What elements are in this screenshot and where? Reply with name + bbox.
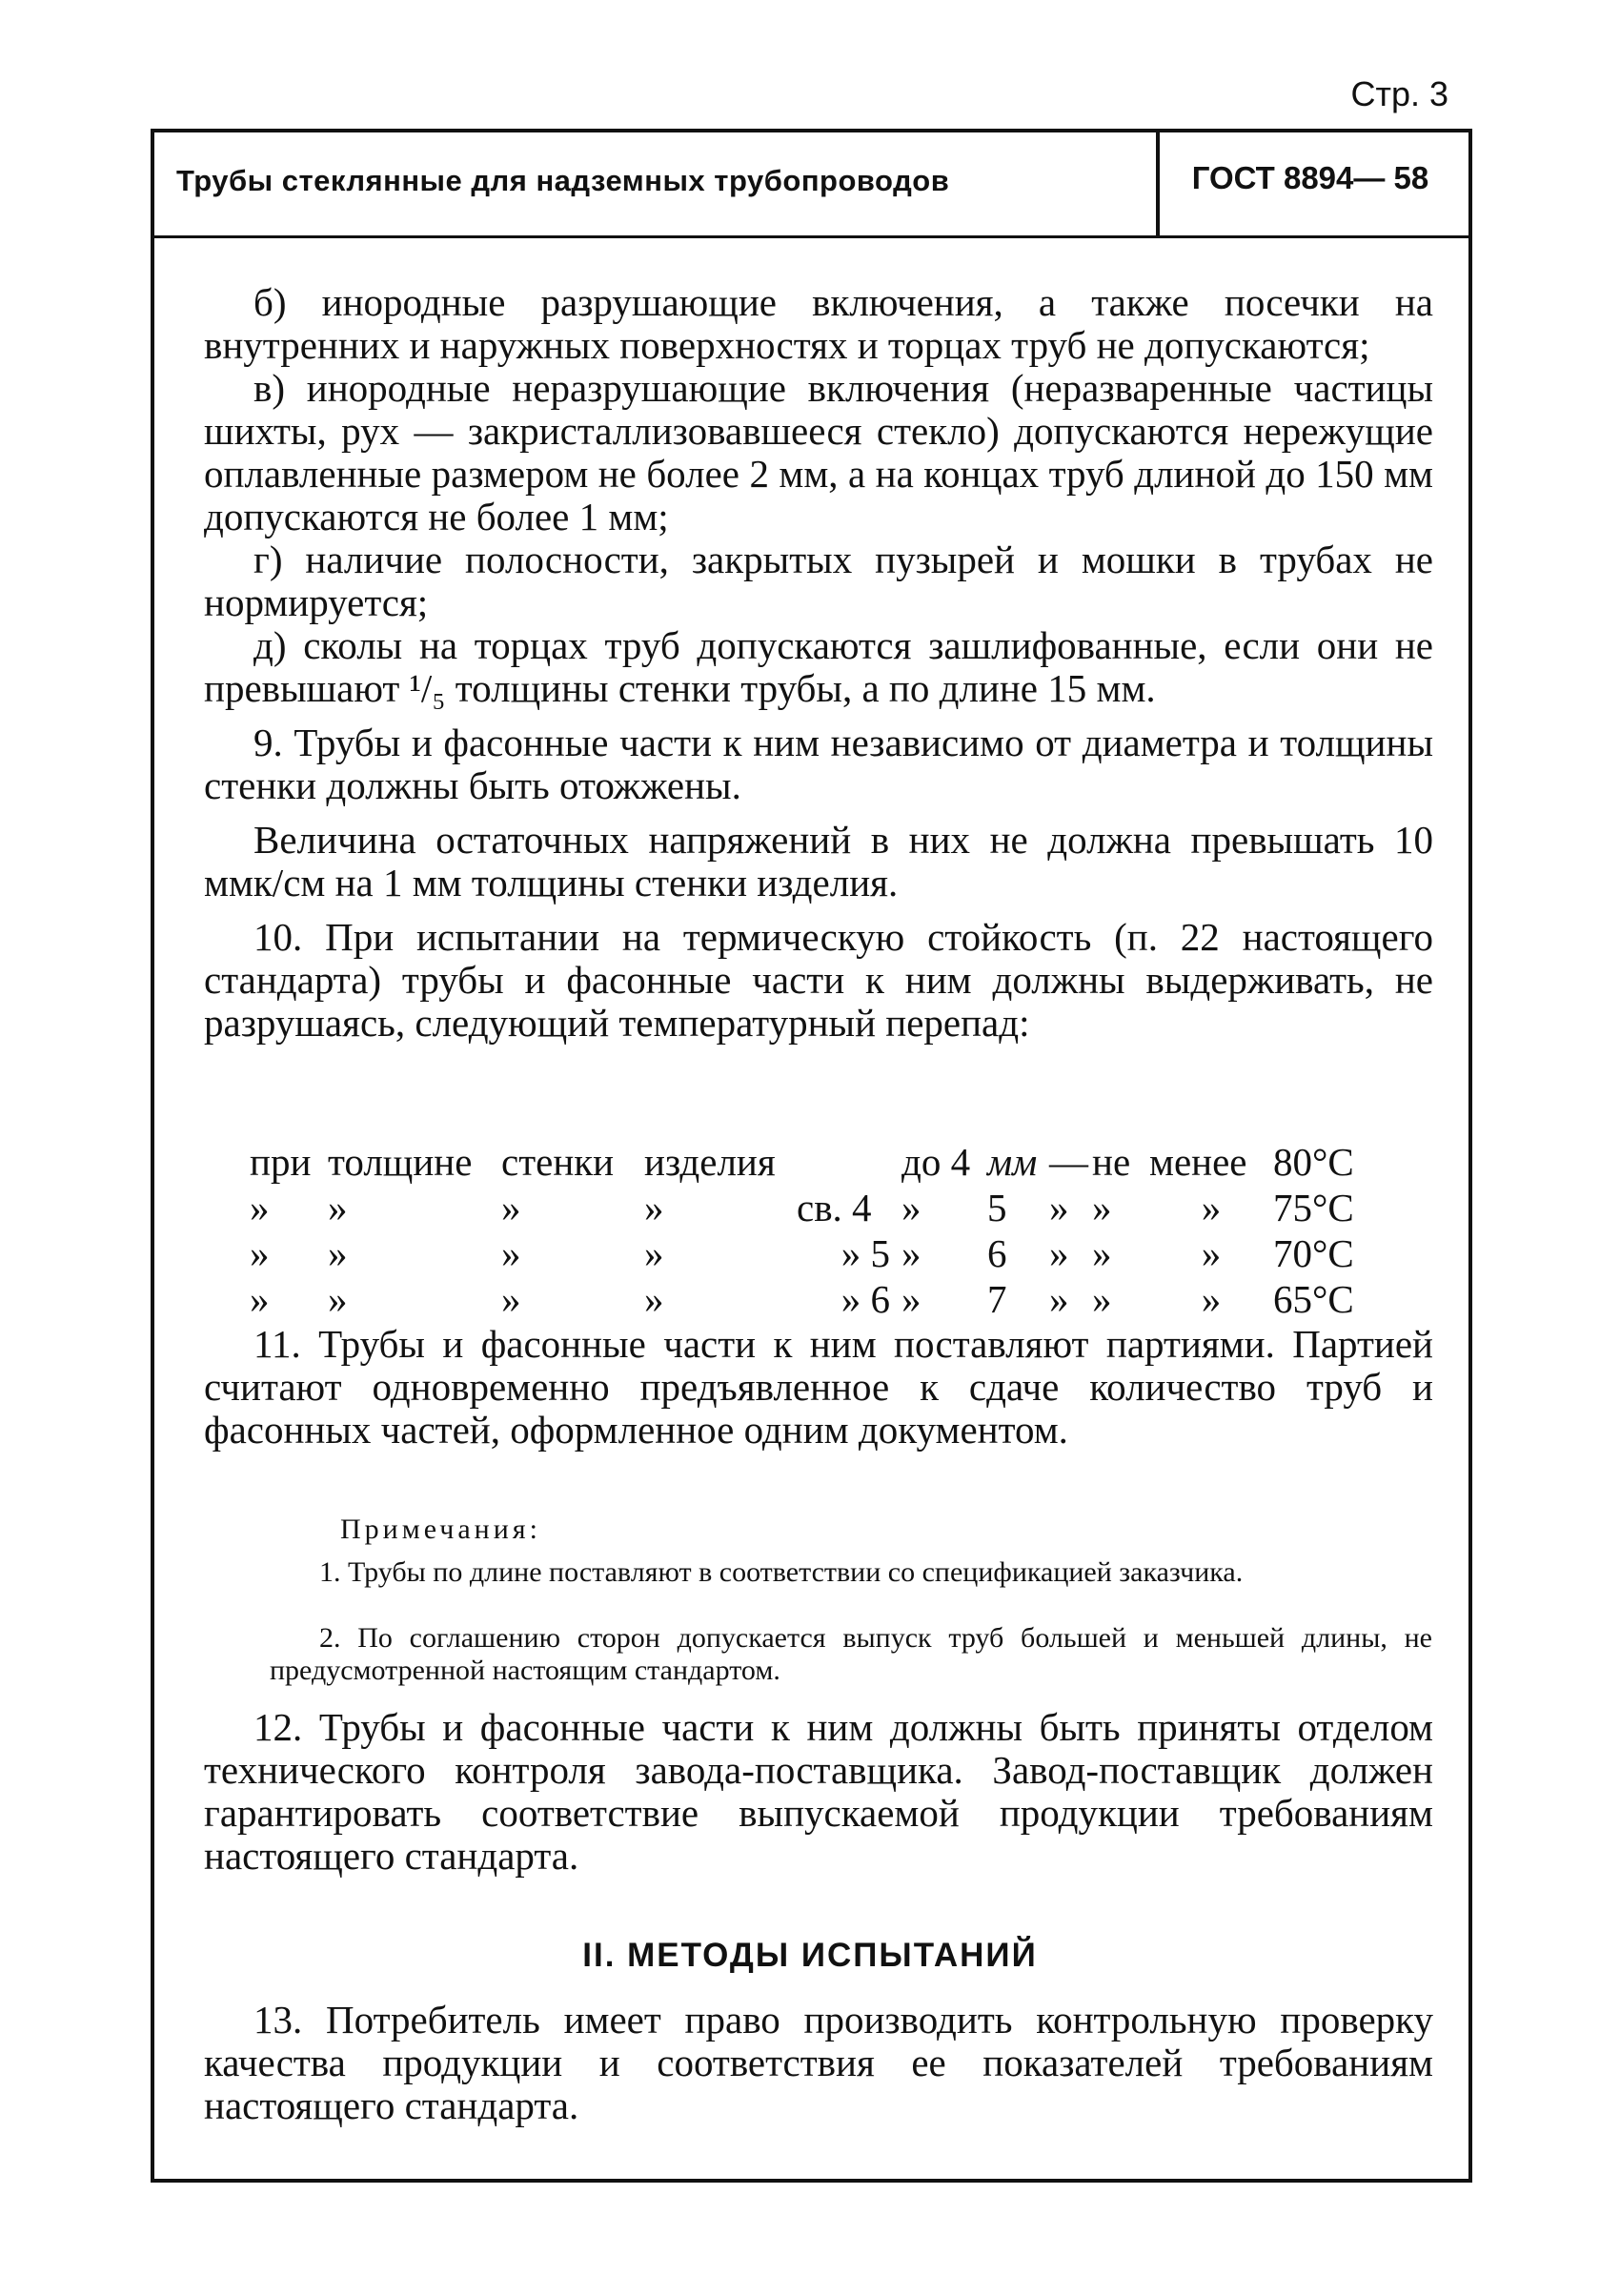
- table-cell: »: [1092, 1277, 1112, 1321]
- table-cell: 75°C: [1273, 1186, 1354, 1229]
- table-row: [250, 1276, 1354, 1322]
- header-rule: [151, 235, 1472, 238]
- notes-title: Примечания:: [340, 1514, 541, 1545]
- table-cell: » 6: [840, 1277, 890, 1321]
- table-cell: »: [1092, 1231, 1112, 1275]
- paragraph-13: 13. Потребитель имеет право производить контрольную проверку качества продукции и соответствия ее показателей требованиям настоящего стандарта.: [204, 1998, 1433, 2127]
- table-cell: [797, 1139, 901, 1185]
- table-cell: не: [1092, 1140, 1131, 1184]
- paragraph-v: в) инородные неразрушающие включения (неразваренные частицы шихты, рух — закристаллизовавшееся стекло) допускаются нережущие оплавленные размером не более 2 мм, а на концах труб длиной до 150 мм допускаются не более 1 мм;: [204, 366, 1433, 538]
- table-cell: »: [1201, 1277, 1222, 1321]
- table-row: [250, 1139, 1354, 1185]
- table-cell: стенки: [501, 1140, 615, 1184]
- table-cell: до 4: [901, 1140, 971, 1184]
- main-text: [204, 281, 1433, 1045]
- table-cell: »: [1092, 1186, 1112, 1229]
- header-title: Трубы стеклянные для надземных трубопроводов: [176, 164, 950, 197]
- table-cell: »: [901, 1186, 921, 1229]
- table-row: [250, 1230, 1354, 1276]
- table-cell: мм: [987, 1140, 1038, 1184]
- paragraph-11: 11. Трубы и фасонные части к ним поставляют партиями. Партией считают одновременно предъявленное к сдаче количество труб и фасонных частей, оформленное одним документом.: [204, 1322, 1433, 1452]
- table-cell: толщине: [328, 1140, 473, 1184]
- table-cell: » 5: [840, 1231, 890, 1275]
- table-cell: »: [328, 1277, 348, 1321]
- table-cell: »: [250, 1277, 270, 1321]
- paragraph-9: 9. Трубы и фасонные части к ним независимо от диаметра и толщины стенки должны быть отожжены.: [204, 721, 1433, 807]
- table-cell: 80°C: [1273, 1140, 1354, 1184]
- note-1: 1. Трубы по длине поставляют в соответствии со спецификацией заказчика.: [319, 1556, 1244, 1588]
- table-cell: »: [501, 1186, 521, 1229]
- table-cell: »: [644, 1277, 664, 1321]
- header-gost-number: ГОСТ 8894— 58: [1191, 160, 1429, 195]
- table-cell: при: [250, 1140, 312, 1184]
- page-number: Стр. 3: [1350, 74, 1448, 113]
- table-cell: »: [1201, 1231, 1222, 1275]
- table-cell: 6: [987, 1231, 1007, 1275]
- table-cell: »: [250, 1231, 270, 1275]
- table-cell: изделия: [644, 1140, 776, 1184]
- paragraph-10: 10. При испытании на термическую стойкость (п. 22 настоящего стандарта) трубы и фасонные части к ним должны выдерживать, не разрушаясь, следующий температурный перепад:: [204, 915, 1433, 1045]
- paragraph-d: д) сколы на торцах труб допускаются зашлифованные, если они не превышают ¹/₅ толщины стенки трубы, а по длине 15 мм.: [204, 623, 1433, 710]
- table-cell: 65°C: [1273, 1277, 1354, 1321]
- table-cell: »: [901, 1231, 921, 1275]
- table-cell: »: [501, 1277, 521, 1321]
- table-cell: »: [644, 1186, 664, 1229]
- table-cell: 5: [987, 1186, 1007, 1229]
- temperature-table: [250, 1139, 1354, 1322]
- table-cell: 70°C: [1273, 1231, 1354, 1275]
- section-title: II. МЕТОДЫ ИСПЫТАНИЙ: [582, 1937, 1038, 1974]
- table-cell: »: [901, 1277, 921, 1321]
- paragraph-12: 12. Трубы и фасонные части к ним должны быть приняты отделом технического контроля завода-поставщика. Завод-поставщик должен гарантировать соответствие выпускаемой продукции требованиям настоящего стандарта.: [204, 1705, 1433, 1878]
- table-cell: »: [644, 1231, 664, 1275]
- note-2: 2. По соглашению сторон допускается выпуск труб большей и меньшей длины, не предусмотренной настоящим стандартом.: [270, 1622, 1432, 1686]
- table-cell: »: [328, 1231, 348, 1275]
- paragraph-b: б) инородные разрушающие включения, а также посечки на внутренних и наружных поверхностях и торцах труб не допускаются;: [204, 280, 1433, 367]
- paragraph-9-stress: Величина остаточных напряжений в них не должна превышать 10 ммк/см на 1 мм толщины стенки изделия.: [204, 818, 1433, 904]
- table-cell: 7: [987, 1277, 1007, 1321]
- table-cell: св. 4: [797, 1186, 872, 1229]
- table-cell: »: [501, 1231, 521, 1275]
- table-cell: »: [1049, 1186, 1069, 1229]
- table-cell: —: [1049, 1140, 1088, 1184]
- paragraph-g: г) наличие полосности, закрытых пузырей и мошки в трубах не нормируется;: [204, 538, 1433, 624]
- table-cell: »: [1049, 1231, 1069, 1275]
- table-cell: »: [250, 1186, 270, 1229]
- table-cell: »: [1049, 1277, 1069, 1321]
- table-cell: менее: [1149, 1140, 1247, 1184]
- table-cell: »: [1201, 1186, 1222, 1229]
- header-divider: [1156, 131, 1160, 235]
- table-row: [250, 1185, 1354, 1230]
- table-cell: »: [328, 1186, 348, 1229]
